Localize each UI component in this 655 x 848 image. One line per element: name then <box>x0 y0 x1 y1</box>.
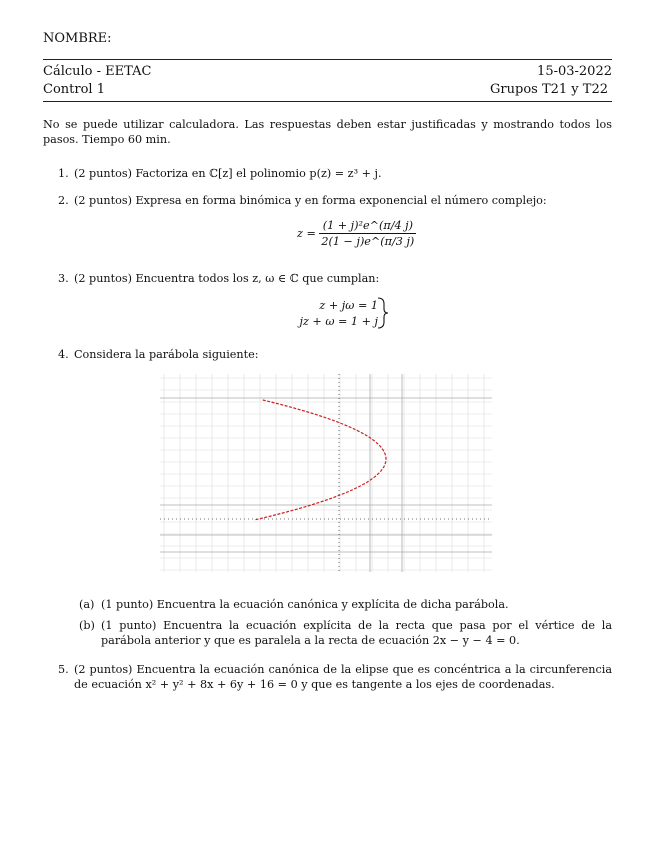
q4-text: Considera la parábola siguiente: <box>74 348 259 361</box>
q2-text: (2 puntos) Expresa en forma binómica y en forma exponencial el número complejo: <box>74 194 547 207</box>
q4a-label: (a) <box>79 598 95 611</box>
q3-number: 3. <box>58 272 69 285</box>
parabola-plot <box>160 374 492 572</box>
q2-denominator: 2(1 − j)e^(π/3 j) <box>321 235 415 248</box>
parabola-curve <box>254 400 386 520</box>
nombre-label: NOMBRE: <box>43 31 112 46</box>
q5-text: (2 puntos) Encuentra la ecuación canónica de la elipse que es concéntrica a la circunferencia de ecuación x² + y² + 8x + 6y + 16 = 0 y que es tangente a los ejes de coordenadas. <box>74 663 612 691</box>
q4b-text: (1 punto) Encuentra la ecuación explícita de la recta que pasa por el vértice de la parábola anterior y que es paralela a la recta de ecuación 2x − y − 4 = 0. <box>101 619 612 647</box>
course-title: Cálculo - EETAC <box>43 64 152 79</box>
header-top-rule <box>43 59 612 60</box>
q1-number: 1. <box>58 167 69 180</box>
instructions: No se puede utilizar calculadora. Las respuestas deben estar justificadas y mostrando todos los pasos. Tiempo 60 min. <box>43 118 612 146</box>
q3-brace <box>376 296 390 330</box>
parabola-figure <box>160 374 492 572</box>
q2-formula <box>297 218 416 249</box>
q4a-text: (1 punto) Encuentra la ecuación canónica y explícita de dicha parábola. <box>101 598 509 611</box>
q4-number: 4. <box>58 348 69 361</box>
grid-minor <box>160 374 492 572</box>
q2-fraction <box>319 218 416 249</box>
q1-text: (2 puntos) Factoriza en ℂ[z] el polinomio p(z) = z³ + j. <box>74 167 382 180</box>
header-bottom-rule <box>43 101 612 102</box>
q4b-label: (b) <box>79 619 95 632</box>
exam-date: 15-03-2022 <box>537 64 612 79</box>
q2-lhs: z = <box>297 227 316 240</box>
q3-equation-1: z + jω = 1 <box>319 299 378 312</box>
q2-number: 2. <box>58 194 69 207</box>
q3-equation-2: jz + ω = 1 + j <box>299 315 378 328</box>
exam-title: Control 1 <box>43 82 105 97</box>
grid-major <box>160 374 492 572</box>
q5-number: 5. <box>58 663 69 676</box>
q2-numerator: (1 + j)²e^(π/4 j) <box>319 218 416 234</box>
q3-text: (2 puntos) Encuentra todos los z, ω ∈ ℂ que cumplan: <box>74 272 380 285</box>
exam-groups: Grupos T21 y T22 <box>490 82 608 97</box>
